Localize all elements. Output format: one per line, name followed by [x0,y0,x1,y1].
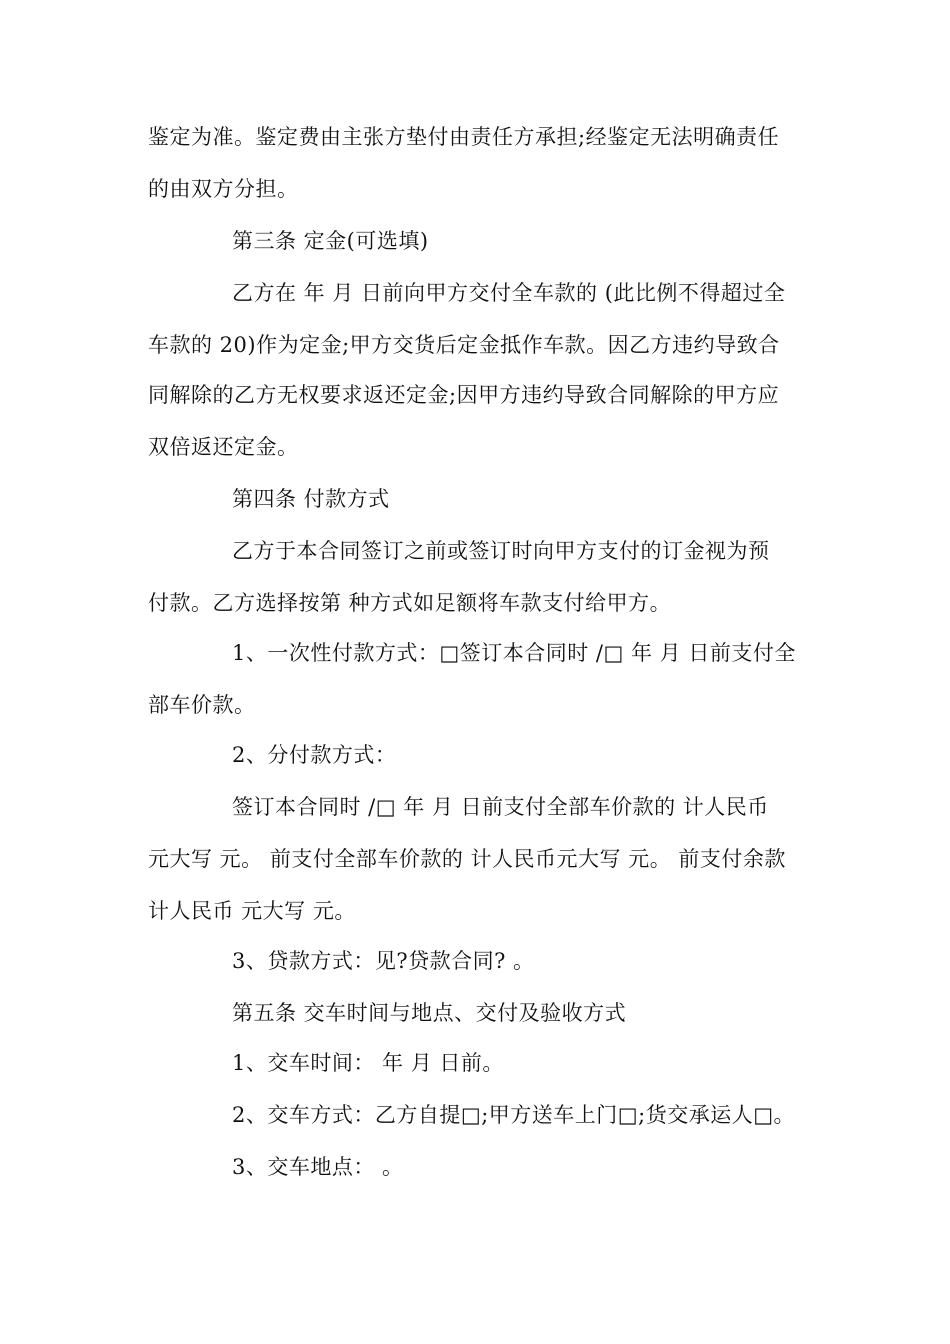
section-heading: 第四条 付款方式 [232,487,390,511]
section-heading: 第三条 定金(可选填) [232,229,429,253]
section-heading: 第五条 交车时间与地点、交付及验收方式 [232,1001,627,1025]
text-line: 3、贷款方式：见?贷款合同? 。 [232,949,535,973]
text-line: 签订本合同时 /□ 年 月 日前支付全部车价款的 计人民币 [232,795,769,819]
text-line: 2、交车方式：乙方自提□;甲方送车上门□;货交承运人□。 [232,1103,796,1127]
text-line: 计人民币 元大写 元。 [148,899,356,923]
text-line: 1、一次性付款方式：□签订本合同时 /□ 年 月 日前支付全 [232,641,796,665]
text-line: 元大写 元。 前支付全部车价款的 计人民币元大写 元。 前支付余款 [148,847,786,871]
text-line: 3、交车地点： 。 [232,1155,404,1179]
text-line: 付款。乙方选择按第 种方式如足额将车款支付给甲方。 [148,591,672,615]
text-line: 同解除的乙方无权要求返还定金;因甲方违约导致合同解除的甲方应 [148,383,780,407]
text-line: 乙方在 年 月 日前向甲方交付全车款的 (此比例不得超过全 [232,281,786,305]
text-line: 鉴定为准。鉴定费由主张方垫付由责任方承担;经鉴定无法明确责任 [148,125,780,149]
text-line: 部车价款。 [148,693,256,717]
text-line: 2、分付款方式： [232,743,397,767]
text-line: 1、交车时间： 年 月 日前。 [232,1051,504,1075]
text-line: 车款的 20)作为定金;甲方交货后定金抵作车款。因乙方违约导致合 [148,333,780,357]
text-line: 的由双方分担。 [148,177,299,201]
text-line: 乙方于本合同签订之前或签订时向甲方支付的订金视为预 [232,539,770,563]
text-line: 双倍返还定金。 [148,435,299,459]
